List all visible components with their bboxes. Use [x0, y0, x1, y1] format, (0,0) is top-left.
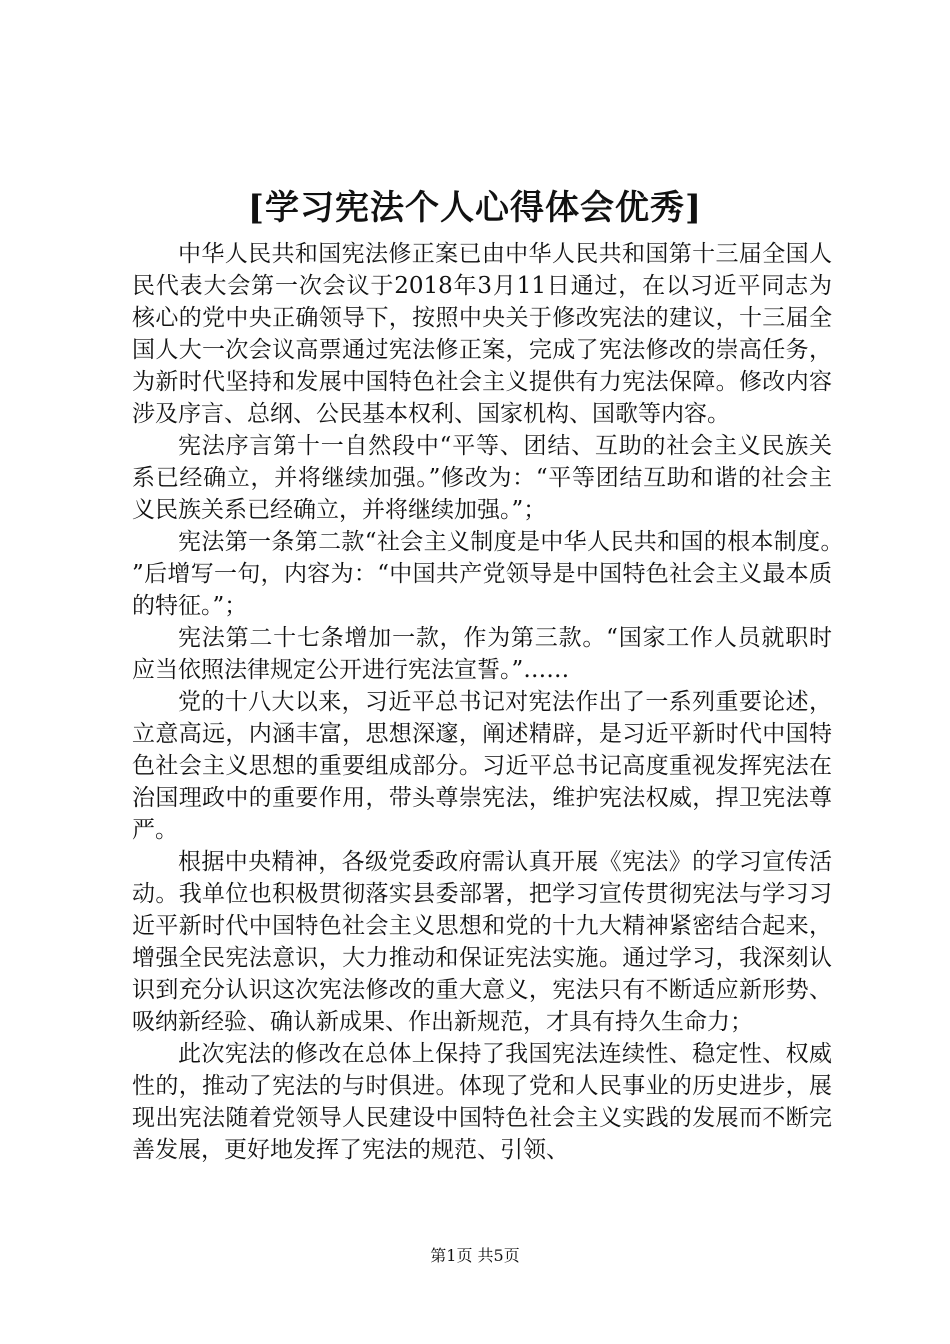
paragraph-article-one-change: 宪法第一条第二款“社会主义制度是中华人民共和国的根本制度。”后增写一句，内容为：“中国共产党领导是中国特色社会主义最本质的特征。”； [132, 529, 832, 619]
paragraph-preamble-change: 宪法序言第十一自然段中“平等、团结、互助的社会主义民族关系已经确立，并将继续加强。”修改为：“平等团结互助和谐的社会主义民族关系已经确立，并将继续加强。”； [132, 433, 832, 523]
paragraph-xi-remarks: 党的十八大以来，习近平总书记对宪法作出了一系列重要论述，立意高远，内涵丰富，思想深邃，阐述精辟，是习近平新时代中国特色社会主义思想的重要组成部分。习近平总书记高度重视发挥宪法在治国理政中的重要作用，带头尊崇宪法，维护宪法权威，捍卫宪法尊严。 [132, 689, 832, 843]
paragraph-study-activities: 根据中央精神，各级党委政府需认真开展《宪法》的学习宣传活动。我单位也积极贯彻落实县委部署，把学习宣传贯彻宪法与学习习近平新时代中国特色社会主义思想和党的十九大精神紧密结合起来，增强全民宪法意识，大力推动和保证宪法实施。通过学习，我深刻认识到充分认识这次宪法修改的重大意义，宪法只有不断适应新形势、吸纳新经验、确认新成果、作出新规范，才具有持久生命力； [132, 849, 832, 1035]
paragraph-amendment-intro: 中华人民共和国宪法修正案已由中华人民共和国第十三届全国人民代表大会第一次会议于2018年3月11日通过，在以习近平同志为核心的党中央正确领导下，按照中央关于修改宪法的建议，十三届全国人大一次会议高票通过宪法修正案，完成了宪法修改的崇高任务，为新时代坚持和发展中国特色社会主义提供有力宪法保障。修改内容涉及序言、总纲、公民基本权利、国家机构、国歌等内容。 [132, 241, 832, 427]
document-title: [学习宪法个人心得体会优秀] [247, 188, 703, 228]
document-body [132, 238, 832, 1166]
page-number-footer: 第1页 共5页 [430, 1246, 520, 1265]
paragraph-amendment-significance: 此次宪法的修改在总体上保持了我国宪法连续性、稳定性、权威性的，推动了宪法的与时俱进。体现了党和人民事业的历史进步，展现出宪法随着党领导人民建设中国特色社会主义实践的发展而不断完善发展，更好地发挥了宪法的规范、引领、 [132, 1041, 832, 1163]
paragraph-article-27-change: 宪法第二十七条增加一款，作为第三款。“国家工作人员就职时应当依照法律规定公开进行宪法宣誓。”…… [132, 625, 832, 683]
